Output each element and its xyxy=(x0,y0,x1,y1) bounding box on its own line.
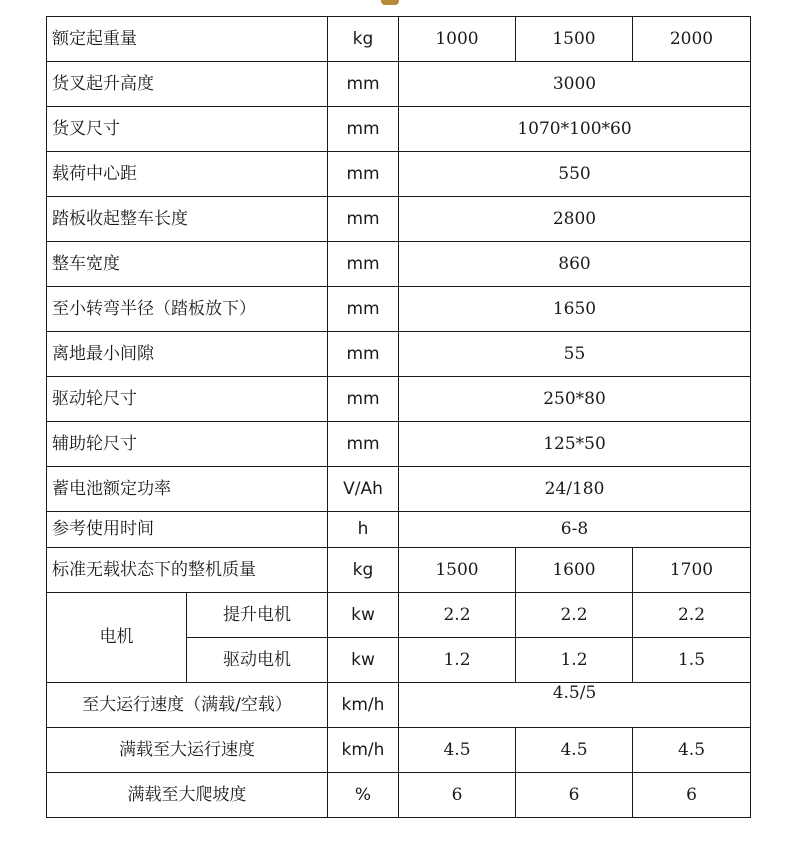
spec-value: 2.2 xyxy=(399,593,516,638)
spec-unit: mm xyxy=(328,242,399,287)
spec-value: 125*50 xyxy=(399,422,751,467)
spec-table xyxy=(46,16,751,818)
spec-row-ground-clearance xyxy=(47,332,751,377)
spec-value: 2.2 xyxy=(516,593,633,638)
spec-unit: h xyxy=(328,512,399,548)
spec-name: 至大运行速度（满载/空载） xyxy=(47,683,328,728)
spec-row-aux-wheel xyxy=(47,422,751,467)
spec-row-loaded-speed xyxy=(47,728,751,773)
spec-name: 货叉尺寸 xyxy=(47,107,328,152)
spec-value: 55 xyxy=(399,332,751,377)
spec-value: 1.2 xyxy=(516,638,633,683)
spec-name: 整车宽度 xyxy=(47,242,328,287)
spec-value: 6 xyxy=(633,773,751,818)
spec-unit: mm xyxy=(328,197,399,242)
spec-value: 550 xyxy=(399,152,751,197)
spec-unit: V/Ah xyxy=(328,467,399,512)
spec-name: 踏板收起整车长度 xyxy=(47,197,328,242)
spec-value: 24/180 xyxy=(399,467,751,512)
spec-row-width xyxy=(47,242,751,287)
spec-unit: mm xyxy=(328,332,399,377)
spec-unit: mm xyxy=(328,152,399,197)
spec-unit: kw xyxy=(328,638,399,683)
spec-name: 标准无载状态下的整机质量 xyxy=(47,548,328,593)
spec-value: 1500 xyxy=(399,548,516,593)
spec-value: 4.5/5 xyxy=(399,683,751,728)
spec-value: 3000 xyxy=(399,62,751,107)
spec-value: 1000 xyxy=(399,17,516,62)
spec-unit: mm xyxy=(328,62,399,107)
spec-unit: mm xyxy=(328,422,399,467)
spec-value: 4.5 xyxy=(399,728,516,773)
spec-unit: mm xyxy=(328,287,399,332)
spec-name: 额定起重量 xyxy=(47,17,328,62)
spec-name: 载荷中心距 xyxy=(47,152,328,197)
spec-unit: kg xyxy=(328,548,399,593)
spec-value: 2000 xyxy=(633,17,751,62)
spec-row-grade xyxy=(47,773,751,818)
spec-row-drive-wheel xyxy=(47,377,751,422)
spec-value: 2.2 xyxy=(633,593,751,638)
spec-name: 辅助轮尺寸 xyxy=(47,422,328,467)
spec-row-battery xyxy=(47,467,751,512)
spec-name: 满载至大爬坡度 xyxy=(47,773,328,818)
spec-unit: kw xyxy=(328,593,399,638)
spec-name: 参考使用时间 xyxy=(47,512,328,548)
spec-row-lift-motor xyxy=(47,593,751,638)
spec-unit: mm xyxy=(328,377,399,422)
spec-value: 1500 xyxy=(516,17,633,62)
spec-value: 1600 xyxy=(516,548,633,593)
spec-name: 驱动轮尺寸 xyxy=(47,377,328,422)
top-decoration xyxy=(381,0,399,5)
spec-value: 4.5 xyxy=(633,728,751,773)
spec-value: 6-8 xyxy=(399,512,751,548)
spec-name: 提升电机 xyxy=(187,593,328,638)
spec-value: 1.5 xyxy=(633,638,751,683)
spec-name: 驱动电机 xyxy=(187,638,328,683)
spec-row-fork-size xyxy=(47,107,751,152)
spec-unit: kg xyxy=(328,17,399,62)
spec-row-weight xyxy=(47,548,751,593)
spec-value: 4.5 xyxy=(516,728,633,773)
spec-name: 蓄电池额定功率 xyxy=(47,467,328,512)
spec-unit: % xyxy=(328,773,399,818)
spec-row-usage-time xyxy=(47,512,751,548)
spec-unit: mm xyxy=(328,107,399,152)
spec-row-length xyxy=(47,197,751,242)
spec-group-motor: 电机 xyxy=(47,593,187,683)
spec-value: 1070*100*60 xyxy=(399,107,751,152)
spec-value: 860 xyxy=(399,242,751,287)
spec-value: 1650 xyxy=(399,287,751,332)
spec-name: 离地最小间隙 xyxy=(47,332,328,377)
spec-row-lift-height xyxy=(47,62,751,107)
spec-name: 满载至大运行速度 xyxy=(47,728,328,773)
spec-value: 6 xyxy=(516,773,633,818)
spec-value: 2800 xyxy=(399,197,751,242)
spec-value: 6 xyxy=(399,773,516,818)
spec-row-max-speed xyxy=(47,683,751,728)
spec-unit: km/h xyxy=(328,728,399,773)
spec-name: 货叉起升高度 xyxy=(47,62,328,107)
spec-row-turning-radius xyxy=(47,287,751,332)
spec-row-load-center xyxy=(47,152,751,197)
spec-value: 250*80 xyxy=(399,377,751,422)
spec-name: 至小转弯半径（踏板放下） xyxy=(47,287,328,332)
spec-value: 1700 xyxy=(633,548,751,593)
spec-unit: km/h xyxy=(328,683,399,728)
spec-row-rated-load xyxy=(47,17,751,62)
spec-value: 1.2 xyxy=(399,638,516,683)
